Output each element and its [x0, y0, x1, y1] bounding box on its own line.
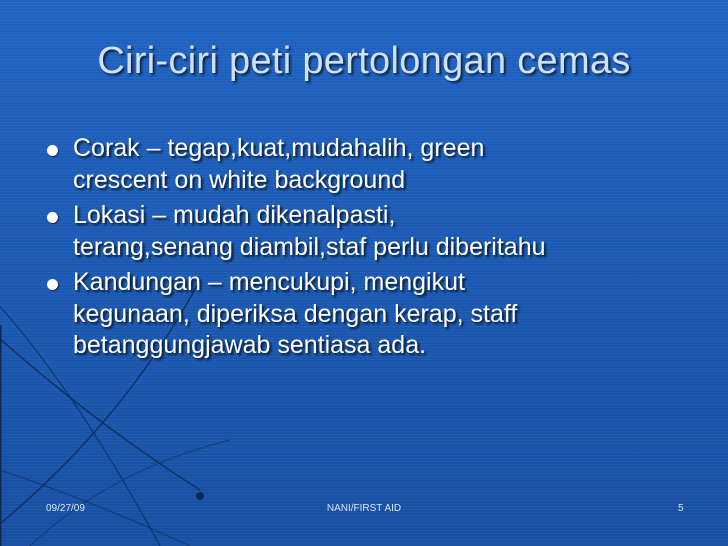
bullet-text [73, 267, 720, 362]
bullet-line: terang,senang diambil,staf perlu diberitahu [73, 232, 546, 261]
bullet-line: kegunaan, diperiksa dengan kerap, staff [73, 299, 518, 328]
bullet-line: betanggungjawab sentiasa ada. [73, 331, 427, 359]
decorative-dot [196, 492, 204, 500]
slide-title: Ciri-ciri peti pertolongan cemas [97, 40, 631, 82]
bullet-text [73, 200, 720, 263]
footer-date: 09/27/09 [46, 503, 85, 514]
bullet-line: crescent on white background [73, 165, 406, 194]
bullet-item [30, 200, 720, 263]
bullet-list [30, 133, 720, 366]
bullet-item [30, 267, 720, 362]
bullet-line: Lokasi – mudah dikenalpasti, [73, 201, 396, 229]
bullet-text [73, 133, 720, 196]
footer-title: NANI/FIRST AID [326, 503, 402, 514]
bullet-dot-icon [47, 212, 58, 223]
bullet-dot-icon [47, 145, 58, 156]
page-number: 5 [678, 503, 684, 514]
bullet-line: Kandungan – mencukupi, mengikut [73, 268, 465, 296]
bullet-line: Corak – tegap,kuat,mudahalih, green [73, 134, 485, 162]
bullet-dot-icon [47, 279, 58, 290]
bullet-item [30, 133, 720, 196]
